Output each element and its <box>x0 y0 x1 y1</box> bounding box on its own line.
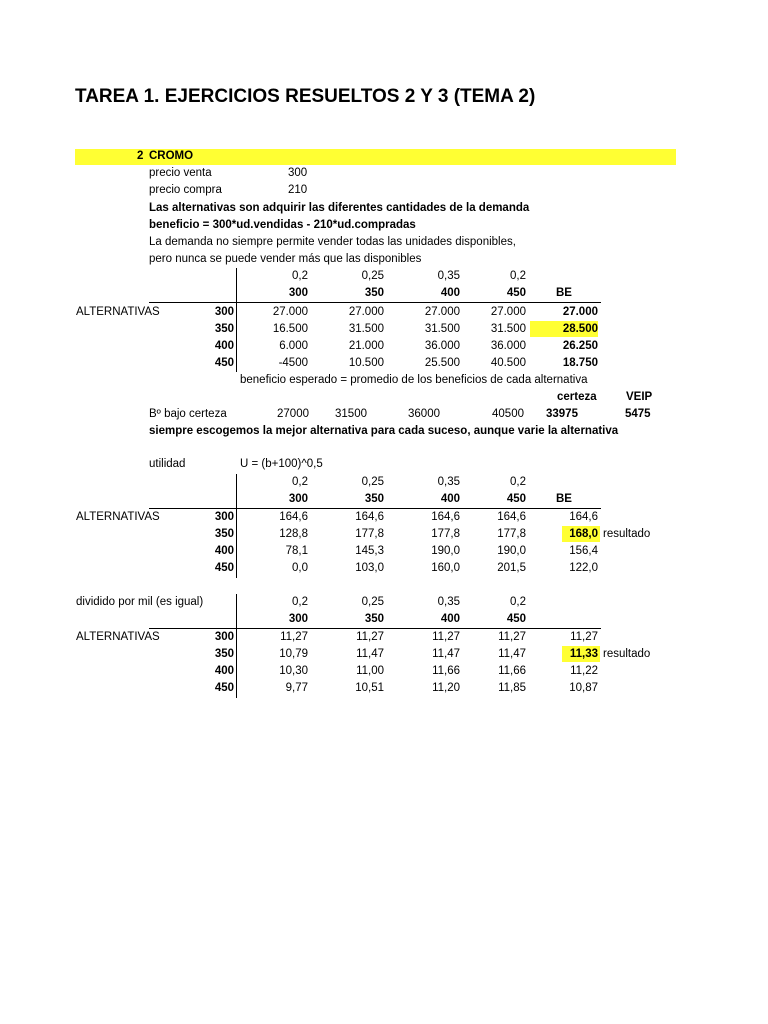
page-title: TAREA 1. EJERCICIOS RESUELTOS 2 Y 3 (TEMA 2) <box>75 86 536 107</box>
t3-cell: 11,27 <box>280 631 308 643</box>
table3-vline <box>236 594 237 698</box>
t2-demand: 300 <box>288 493 308 505</box>
t1-alt: 350 <box>214 323 234 335</box>
t2-be: 168,0 <box>569 528 598 540</box>
t2-cell: 177,8 <box>497 528 526 540</box>
t2-cell: 190,0 <box>497 545 526 557</box>
t1-demand: 450 <box>506 287 526 299</box>
t1-prob: 0,35 <box>437 270 460 282</box>
t1-be: 26.250 <box>562 340 598 352</box>
note-benefit-formula: beneficio = 300*ud.vendidas - 210*ud.compradas <box>149 219 416 231</box>
t3-demand: 400 <box>440 613 460 625</box>
t1-alt: 400 <box>214 340 234 352</box>
t3-cell: 11,47 <box>498 648 526 660</box>
utilidad-label: utilidad <box>149 458 186 470</box>
t2-alt: 300 <box>214 511 234 523</box>
t1-be-header: BE <box>556 287 572 299</box>
t3-cell: 11,27 <box>432 631 460 643</box>
t1-prob: 0,25 <box>361 270 384 282</box>
t3-cell: 11,47 <box>432 648 460 660</box>
certeza-label: certeza <box>557 391 597 403</box>
t2-be: 164,6 <box>569 511 598 523</box>
t1-cell: 21.000 <box>348 340 384 352</box>
t2-alternativas-label: ALTERNATIVAS <box>76 511 160 523</box>
t1-alternativas-label: ALTERNATIVAS <box>76 306 160 318</box>
t2-alt: 400 <box>214 545 234 557</box>
utilidad-formula: U = (b+100)^0,5 <box>240 458 323 470</box>
t2-cell: 177,8 <box>355 528 384 540</box>
param-value-venta: 300 <box>288 167 308 179</box>
t1-demand: 400 <box>440 287 460 299</box>
t1-alt: 450 <box>214 357 234 369</box>
t1-cell: 31.500 <box>424 323 460 335</box>
t2-cell: 164,6 <box>279 511 308 523</box>
t2-alt: 350 <box>214 528 234 540</box>
t2-cell: 177,8 <box>431 528 460 540</box>
veip-value: 5475 <box>625 408 651 420</box>
param-value-compra: 210 <box>288 184 308 196</box>
certeza-value: 40500 <box>492 408 524 420</box>
t3-cell: 11,27 <box>498 631 526 643</box>
t1-cell: 27.000 <box>424 306 460 318</box>
t2-cell: 103,0 <box>355 562 384 574</box>
t3-demand: 450 <box>506 613 526 625</box>
t3-prob: 0,2 <box>510 596 526 608</box>
t3-demand: 300 <box>288 613 308 625</box>
t2-alt: 450 <box>214 562 234 574</box>
note-demand-1: La demanda no siempre permite vender todas las unidades disponibles, <box>149 236 516 248</box>
t3-prob: 0,2 <box>292 596 308 608</box>
t1-be: 27.000 <box>562 306 598 318</box>
t1-be: 28.500 <box>562 323 598 335</box>
t1-cell: 27.000 <box>348 306 384 318</box>
t1-cell: -4500 <box>278 357 308 369</box>
t3-cell: 11,66 <box>432 665 460 677</box>
t1-cell: 16.500 <box>272 323 308 335</box>
note-expected: beneficio esperado = promedio de los beneficios de cada alternativa <box>240 374 588 386</box>
t1-cell: 6.000 <box>279 340 308 352</box>
t2-be-header: BE <box>556 493 572 505</box>
divided-label: dividido por mil (es igual) <box>76 596 204 608</box>
t3-cell: 11,47 <box>356 648 384 660</box>
veip-label: VEIP <box>626 391 653 403</box>
t1-demand: 300 <box>288 287 308 299</box>
t1-cell: 10.500 <box>348 357 384 369</box>
t2-cell: 78,1 <box>285 545 308 557</box>
t1-be: 18.750 <box>562 357 598 369</box>
t3-cell: 9,77 <box>285 682 308 694</box>
param-label-compra: precio compra <box>149 184 222 196</box>
t2-cell: 164,6 <box>355 511 384 523</box>
t3-cell: 11,27 <box>356 631 384 643</box>
t2-cell: 164,6 <box>431 511 460 523</box>
certeza-value: 27000 <box>277 408 309 420</box>
t2-prob: 0,35 <box>437 476 460 488</box>
t2-cell: 0,0 <box>292 562 308 574</box>
t3-alt: 450 <box>214 682 234 694</box>
t2-demand: 450 <box>506 493 526 505</box>
t2-prob: 0,2 <box>510 476 526 488</box>
note-always: siempre escogemos la mejor alternativa para cada suceso, aunque varie la alternativa <box>149 425 619 437</box>
t1-prob: 0,2 <box>292 270 308 282</box>
t3-alternativas-label: ALTERNATIVAS <box>76 631 160 643</box>
table1-hline <box>149 302 601 303</box>
t3-cell: 11,85 <box>498 682 526 694</box>
section-number: 2 <box>137 150 144 162</box>
t3-prob: 0,35 <box>437 596 460 608</box>
t1-prob: 0,2 <box>510 270 526 282</box>
t1-demand: 350 <box>364 287 384 299</box>
t2-prob: 0,25 <box>361 476 384 488</box>
t3-cell: 11,20 <box>432 682 460 694</box>
note-demand-2: pero nunca se puede vender más que las disponibles <box>149 253 422 265</box>
table1-vline <box>236 268 237 372</box>
t2-demand: 400 <box>440 493 460 505</box>
t3-cell: 10,51 <box>355 682 384 694</box>
t2-cell: 145,3 <box>355 545 384 557</box>
t3-be: 11,33 <box>569 648 598 660</box>
t2-be: 156,4 <box>569 545 598 557</box>
t3-cell: 11,66 <box>498 665 526 677</box>
t2-prob: 0,2 <box>292 476 308 488</box>
t3-cell: 10,79 <box>279 648 308 660</box>
t1-cell: 36.000 <box>490 340 526 352</box>
t2-cell: 164,6 <box>497 511 526 523</box>
certeza-value: 36000 <box>408 408 440 420</box>
t3-be: 11,27 <box>570 631 598 643</box>
t2-result-label: resultado <box>603 528 651 540</box>
t1-cell: 36.000 <box>424 340 460 352</box>
t2-cell: 128,8 <box>279 528 308 540</box>
t1-cell: 27.000 <box>272 306 308 318</box>
t3-cell: 10,30 <box>279 665 308 677</box>
table2-vline <box>236 474 237 578</box>
certeza-value: 31500 <box>335 408 367 420</box>
t1-cell: 25.500 <box>424 357 460 369</box>
t3-cell: 11,00 <box>356 665 384 677</box>
t3-demand: 350 <box>364 613 384 625</box>
section-name: CROMO <box>149 150 194 162</box>
certeza-total: 33975 <box>546 408 578 420</box>
t2-cell: 160,0 <box>431 562 460 574</box>
t3-be: 11,22 <box>570 665 598 677</box>
t1-cell: 27.000 <box>490 306 526 318</box>
t2-cell: 190,0 <box>431 545 460 557</box>
t2-cell: 201,5 <box>497 562 526 574</box>
param-label-venta: precio venta <box>149 167 212 179</box>
t3-result-label: resultado <box>603 648 651 660</box>
t3-be: 10,87 <box>569 682 598 694</box>
t3-alt: 400 <box>214 665 234 677</box>
t2-be: 122,0 <box>569 562 598 574</box>
t3-alt: 300 <box>214 631 234 643</box>
t2-demand: 350 <box>364 493 384 505</box>
t1-cell: 40.500 <box>490 357 526 369</box>
note-alternatives: Las alternativas son adquirir las diferentes cantidades de la demanda <box>149 202 530 214</box>
t1-alt: 300 <box>214 306 234 318</box>
t1-cell: 31.500 <box>490 323 526 335</box>
certeza-row-label: Bº bajo certeza <box>149 408 227 420</box>
t1-cell: 31.500 <box>348 323 384 335</box>
t3-prob: 0,25 <box>361 596 384 608</box>
t3-alt: 350 <box>214 648 234 660</box>
